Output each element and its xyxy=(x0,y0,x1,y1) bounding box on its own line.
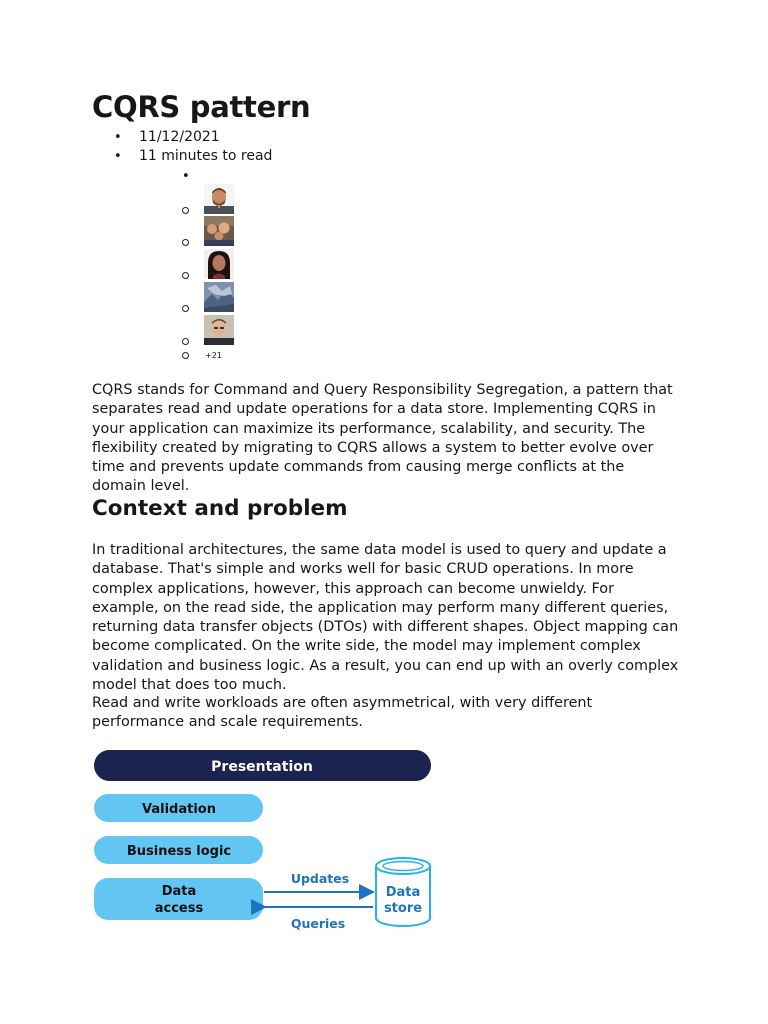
article-metadata xyxy=(92,128,272,166)
architecture-diagram xyxy=(92,748,434,934)
context-paragraph-1: In traditional architectures, the same data model is used to query and update a database. That's simple and works well for basic CRUD operations. In more complex applications, however, this approach can become unwieldy. For example, on the read side, the application may perform many different queries, returning data transfer objects (DTOs) with different shapes. Object mapping can become complicated. On the write side, the model may implement complex validation and business logic. As a result, you can end up with an overly complex model that does too much. xyxy=(92,542,679,694)
contributors-bullet: • xyxy=(182,169,190,184)
validation-label: Validation xyxy=(142,802,216,817)
list-circle-icon xyxy=(182,352,189,359)
article-read-time: • 11 minutes to read xyxy=(92,147,272,166)
data-store-label-1: Data xyxy=(385,885,421,900)
contributors-more-count[interactable]: +21 xyxy=(205,351,222,360)
page-title: CQRS pattern xyxy=(92,90,311,124)
section-heading: Context and problem xyxy=(92,496,348,521)
context-paragraph-2: Read and write workloads are often asymmetrical, with very different performance and scale requirements. xyxy=(92,695,593,731)
contributor-item[interactable] xyxy=(182,216,242,246)
presentation-label: Presentation xyxy=(211,759,313,775)
updates-label: Updates xyxy=(290,871,350,886)
contributor-avatar-4[interactable] xyxy=(204,282,234,312)
contributor-item[interactable] xyxy=(182,249,242,279)
list-circle-icon xyxy=(182,207,189,214)
intro-paragraph: CQRS stands for Command and Query Responsibility Segregation, a pattern that separates read and update operations for a data store. Implementing CQRS in your application can maximize its performance, scalability, and security. The flexibility created by migrating to CQRS allows a system to better evolve over time and prevents update commands from causing merge conflicts at the domain level. xyxy=(92,382,673,495)
business-logic-label: Business logic xyxy=(126,844,232,859)
contributor-item[interactable] xyxy=(182,315,242,345)
list-circle-icon xyxy=(182,272,189,279)
contributor-item[interactable] xyxy=(182,282,242,312)
article-date: • 11/12/2021 xyxy=(92,128,272,147)
data-access-label-2: access xyxy=(154,901,204,916)
contributor-avatar-2[interactable] xyxy=(204,216,234,246)
contributor-avatar-3[interactable] xyxy=(204,249,234,279)
list-circle-icon xyxy=(182,305,189,312)
data-store-label-2: store xyxy=(383,901,423,916)
list-circle-icon xyxy=(182,338,189,345)
contributor-avatar-5[interactable] xyxy=(204,315,234,345)
queries-label: Queries xyxy=(290,916,346,931)
contributor-avatar-1[interactable] xyxy=(204,184,234,214)
list-circle-icon xyxy=(182,239,189,246)
data-access-label-1: Data xyxy=(161,884,197,899)
contributor-item[interactable] xyxy=(182,184,242,214)
